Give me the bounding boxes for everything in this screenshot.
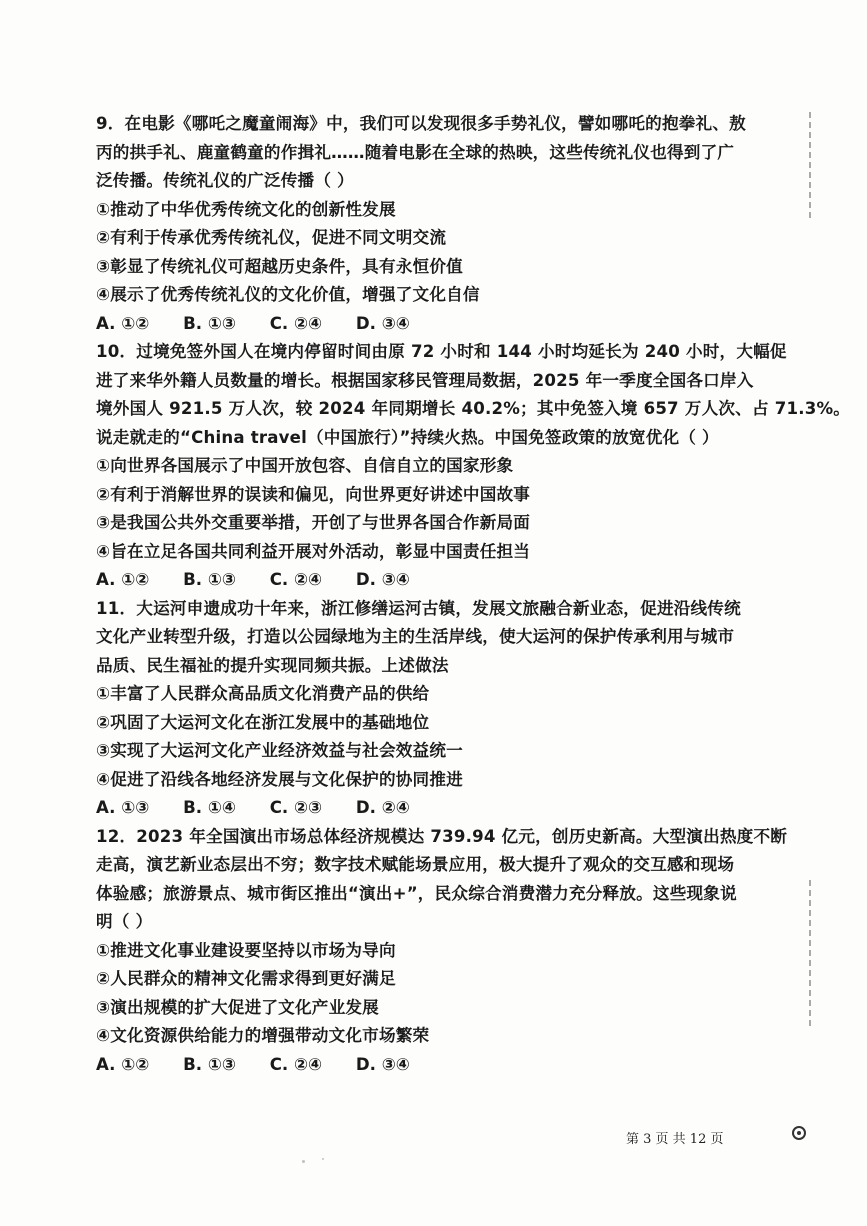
statement-option: ③演出规模的扩大促进了文化产业发展 — [96, 997, 379, 1017]
question-stem-line: 12．2023 年全国演出市场总体经济规模达 739.94 亿元，创历史新高。大型演出热度不断 — [96, 826, 788, 846]
question-stem-line: 说走就走的“China travel（中国旅行）”持续火热。中国免签政策的放宽优化（ ） — [96, 427, 719, 447]
statement-option: ②巩固了大运河文化在浙江发展中的基础地位 — [96, 712, 430, 732]
answer-choice-b: B. ①④ — [183, 798, 236, 817]
question-stem-line: 进了来华外籍人员数量的增长。根据国家移民管理局数据，2025 年一季度全国各口岸入 — [96, 370, 754, 390]
answer-choices — [96, 794, 796, 823]
answer-choice-c: C. ②③ — [269, 798, 323, 817]
circle-dot-icon — [792, 1126, 806, 1140]
statement-option: ④文化资源供给能力的增强带动文化市场繁荣 — [96, 1026, 430, 1045]
statement-option: ①丰富了人民群众高品质文化消费产品的供给 — [96, 684, 430, 703]
statement-option: ②有利于传承优秀传统礼仪，促进不同文明交流 — [96, 228, 447, 247]
question-stem-line: 10．过境免签外国人在境内停留时间由原 72 小时和 144 小时均延长为 240 小时，大幅促 — [96, 342, 787, 361]
question-10 — [96, 338, 851, 595]
question-stem-line: 走高，演艺新业态层出不穷；数字技术赋能场景应用，极大提升了观众的交互感和现场 — [96, 855, 735, 874]
question-stem-line: 境外国人 921.5 万人次，较 2024 年同期增长 40.2%；其中免签入境 657 万人次、占 71.3%。 — [96, 399, 851, 418]
answer-choice-a: A. ①② — [96, 1054, 150, 1074]
answer-choices — [96, 1051, 796, 1080]
statement-option: ①向世界各国展示了中国开放包容、自信自立的国家形象 — [96, 456, 514, 475]
answer-choice-a: A. ①② — [96, 570, 150, 589]
answer-choice-d: D. ③④ — [355, 1054, 410, 1074]
answer-choice-c: C. ②④ — [269, 313, 323, 333]
statement-option: ③是我国公共外交重要举措，开创了与世界各国合作新局面 — [96, 513, 531, 532]
question-11 — [96, 595, 796, 823]
answer-choice-a: A. ①③ — [96, 798, 150, 817]
statement-option: ③实现了大运河文化产业经济效益与社会效益统一 — [96, 741, 463, 760]
question-stem-line: 丙的拱手礼、鹿童鹤童的作揖礼……随着电影在全球的热映，这些传统礼仪也得到了广 — [96, 142, 735, 162]
question-stem-line: 11．大运河申遗成功十年来，浙江修缮运河古镇，发展文旅融合新业态，促进沿线传统 — [96, 598, 741, 618]
answer-choice-b: B. ①③ — [183, 570, 236, 589]
answer-choice-d: D. ②④ — [355, 798, 410, 817]
scan-speck — [302, 1160, 305, 1163]
statement-option: ③彰显了传统礼仪可超越历史条件，具有永恒价值 — [96, 256, 463, 276]
answer-choice-a: A. ①② — [96, 313, 150, 333]
question-stem-line: 9．在电影《哪吒之魔童闹海》中，我们可以发现很多手势礼仪，譬如哪吒的抱拳礼、敖 — [96, 114, 746, 133]
answer-choice-d: D. ③④ — [355, 570, 410, 589]
answer-choice-b: B. ①③ — [183, 1054, 236, 1074]
question-stem-line: 泛传播。传统礼仪的广泛传播（ ） — [96, 171, 354, 190]
answer-choice-d: D. ③④ — [355, 313, 410, 333]
answer-choices — [96, 566, 796, 595]
statement-option: ②有利于消解世界的误读和偏见，向世界更好讲述中国故事 — [96, 484, 531, 504]
answer-choice-c: C. ②④ — [269, 1054, 323, 1074]
question-12 — [96, 823, 796, 1080]
question-stem-line: 明（ ） — [96, 912, 153, 931]
page-number: 第 3 页 共 12 页 — [626, 1132, 724, 1147]
answer-choice-b: B. ①③ — [183, 313, 236, 333]
question-stem-line: 文化产业转型升级，打造以公园绿地为主的生活岸线，使大运河的保护传承利用与城市 — [96, 627, 735, 646]
statement-option: ②人民群众的精神文化需求得到更好满足 — [96, 969, 396, 988]
scan-speck — [322, 1158, 324, 1160]
answer-choices — [96, 310, 796, 339]
question-9 — [96, 110, 796, 338]
statement-option: ④展示了优秀传统礼仪的文化价值，增强了文化自信 — [96, 285, 480, 304]
statement-option: ④旨在立足各国共同利益开展对外活动，彰显中国责任担当 — [96, 541, 531, 561]
scan-edge-mark — [809, 112, 811, 222]
question-stem-line: 品质、民生福祉的提升实现同频共振。上述做法 — [96, 655, 449, 675]
statement-option: ④促进了沿线各地经济发展与文化保护的协同推进 — [96, 769, 463, 789]
statement-option: ①推动了中华优秀传统文化的创新性发展 — [96, 199, 396, 219]
questions-container — [96, 110, 851, 1079]
statement-option: ①推进文化事业建设要坚持以市场为导向 — [96, 940, 396, 960]
question-stem-line: 体验感；旅游景点、城市街区推出“演出+”，民众综合消费潜力充分释放。这些现象说 — [96, 883, 737, 903]
answer-choice-c: C. ②④ — [269, 570, 323, 589]
scan-edge-mark — [809, 880, 811, 1030]
